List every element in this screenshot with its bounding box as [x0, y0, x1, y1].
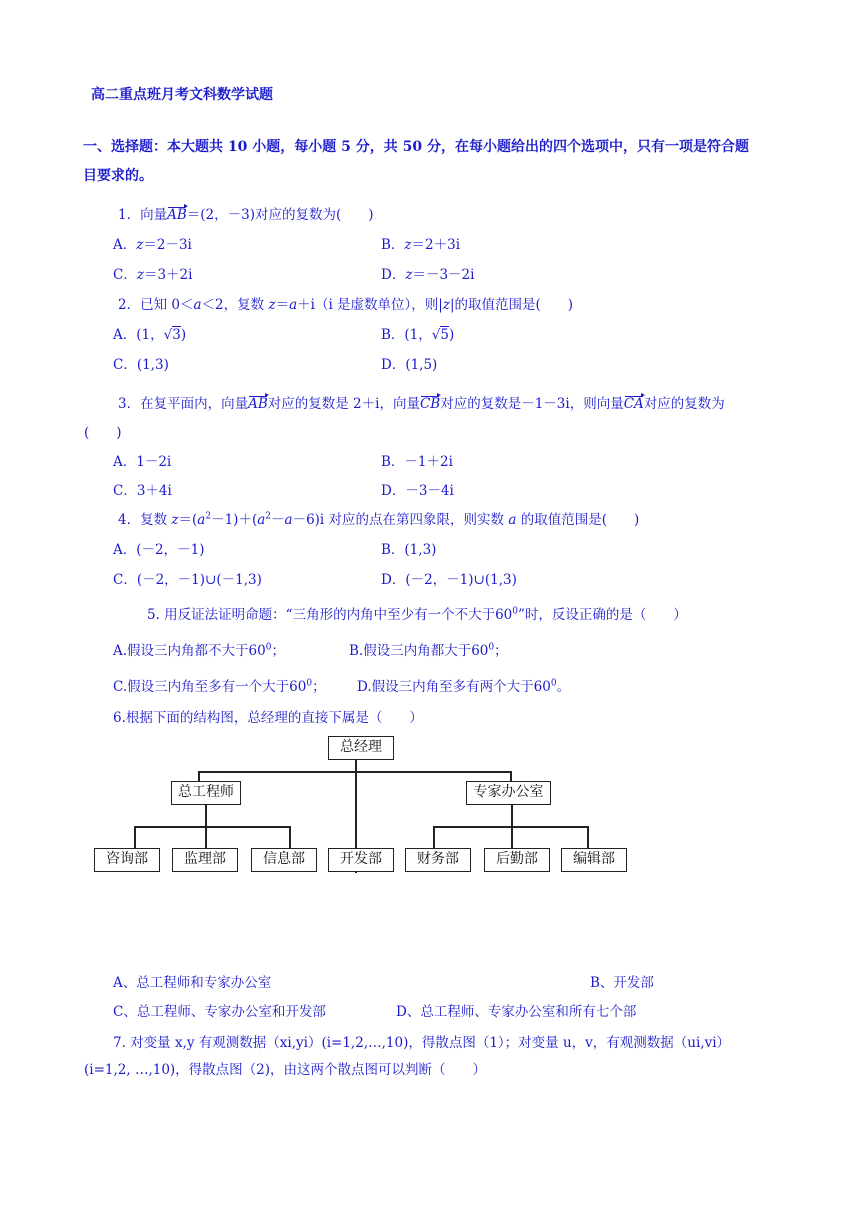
q5-option-c: C.假设三内角至多有一个大于$60^0$； [113, 678, 326, 695]
section-heading-line1: 一、选择题：本大题共 10 小题，每小题 5 分，共 50 分，在每小题给出的四个选项中，只有一项是符合题 [83, 139, 749, 155]
chief-engineer-stem [205, 805, 207, 827]
q6-option-d: D、总工程师、专家办公室和所有七个部 [396, 1004, 637, 1020]
question-5: 5. 用反证法证明命题：“三角形的内角中至少有一个不大于$60^0$”时，反设正确的是（ ） [147, 606, 687, 623]
q5-option-d: D.假设三内角至多有两个大于$60^0$。 [357, 678, 571, 695]
question-4: 4．复数 $z=(a^2-1)+(a^2-a-6)i$ 对应的点在第四象限，则实数 a 的取值范围是( ) [118, 511, 640, 528]
q4-option-c: C．(－2，－1)∪(－1,3) [113, 572, 262, 588]
box-development-dept: 开发部 [328, 848, 394, 872]
question-3: 3．在复平面内，向量AB对应的复数是 2＋i，向量CB对应的复数是－1－3i，则向量CA对应的复数为 [118, 396, 725, 412]
q3-option-a: A．1－2i [113, 454, 172, 470]
question-2: 2．已知 0＜a＜2，复数 z＝a＋i（i 是虚数单位），则|z|的取值范围是( ) [118, 297, 574, 313]
connector-supervision [205, 826, 207, 849]
question-7-line1: 7. 对变量 x,y 有观测数据（xi,yi）(i=1,2,…,10)，得散点图（1）；对变量 u，v，有观测数据（ui,vi） [113, 1035, 731, 1051]
q2-option-a: A．(1，√3) [113, 327, 187, 343]
section-heading-line2: 目要求的。 [83, 168, 153, 184]
question-6: 6.根据下面的结构图，总经理的直接下属是（ ） [113, 710, 423, 726]
q5-option-b: B.假设三内角都大于$60^0$； [349, 642, 508, 659]
q3-option-b: B．－1＋2i [381, 454, 453, 470]
q4-option-a: A．(－2，－1) [113, 542, 205, 558]
connector-editorial [587, 826, 589, 849]
box-supervision-dept: 监理部 [172, 848, 238, 872]
level1-horizontal-line [198, 771, 511, 773]
box-information-dept: 信息部 [251, 848, 317, 872]
q1-option-d: D．z＝－3－2i [381, 267, 475, 283]
q1-option-c: C．z＝3＋2i [113, 267, 193, 283]
connector-finance [433, 826, 435, 849]
q4-option-d: D．(－2，－1)∪(1,3) [381, 572, 517, 588]
box-expert-office: 专家办公室 [466, 781, 551, 805]
q2-option-b: B．(1，√5) [381, 327, 455, 343]
q6-option-c: C、总工程师、专家办公室和开发部 [113, 1004, 326, 1020]
connector-consulting [134, 826, 136, 849]
q2-option-c: C．(1,3) [113, 357, 169, 373]
question-7-line2: (i=1,2, …,10)，得散点图（2)，由这两个散点图可以判断（ ） [84, 1062, 487, 1078]
q1-option-a: A．z＝2－3i [113, 237, 192, 253]
box-editorial-dept: 编辑部 [561, 848, 627, 872]
box-chief-engineer: 总工程师 [171, 781, 241, 805]
q3-option-c: C．3＋4i [113, 483, 172, 499]
box-general-manager: 总经理 [328, 736, 394, 760]
q3-option-d: D．－3－4i [381, 483, 454, 499]
page-title: 高二重点班月考文科数学试题 [91, 87, 273, 103]
box-finance-dept: 财务部 [405, 848, 471, 872]
q4-option-b: B．(1,3) [381, 542, 437, 558]
question-1: 1．向量AB＝(2，－3)对应的复数为( ) [118, 207, 374, 223]
vector-ab: AB [167, 207, 187, 223]
box-consulting-dept: 咨询部 [94, 848, 160, 872]
question-3-cont: ( ) [84, 425, 122, 441]
q2-option-d: D．(1,5) [381, 357, 438, 373]
q6-option-b: B、开发部 [590, 975, 654, 991]
box-logistics-dept: 后勤部 [484, 848, 550, 872]
q6-option-a: A、总工程师和专家办公室 [113, 975, 272, 991]
expert-office-stem [511, 805, 513, 827]
q5-option-a: A.假设三内角都不大于$60^0$； [113, 642, 285, 659]
connector-logistics [511, 826, 513, 849]
q1-option-b: B．z＝2＋3i [381, 237, 461, 253]
chief-engineer-branch-line [134, 826, 290, 828]
connector-information [289, 826, 291, 849]
